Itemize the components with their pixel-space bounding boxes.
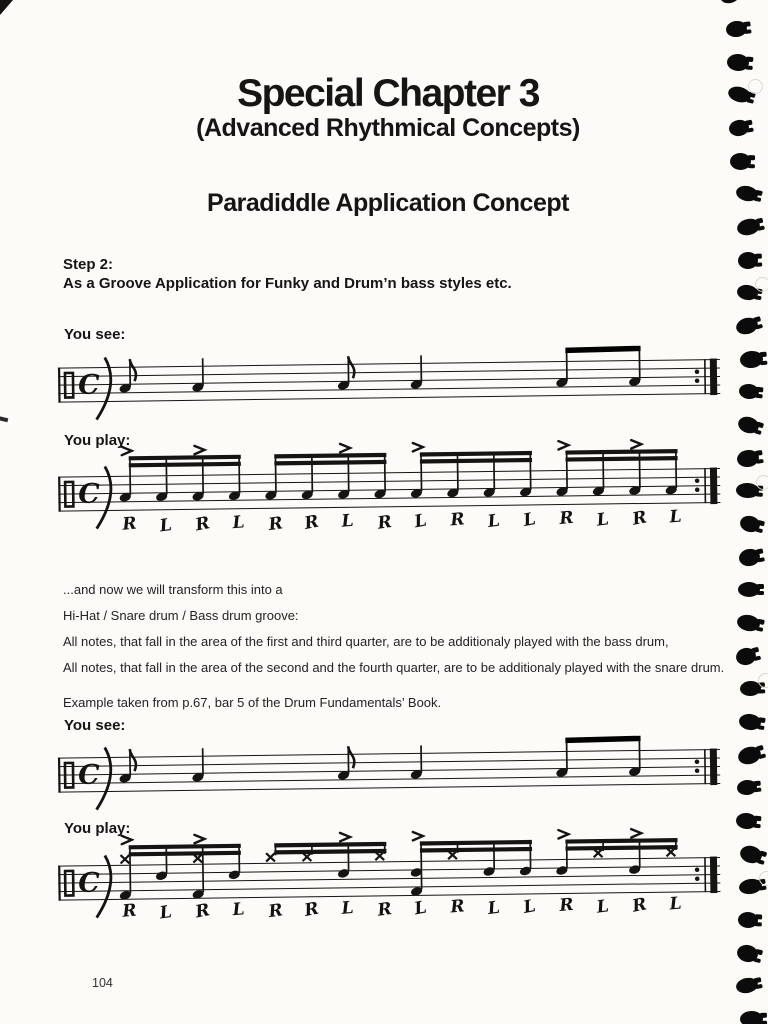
sticking-letter: L [341, 510, 355, 532]
staff-line [58, 766, 720, 775]
beam [566, 456, 678, 462]
binding-hole [735, 217, 761, 238]
notation-you-see-1 [52, 339, 753, 430]
accent-mark [122, 447, 132, 456]
paragraph-line: All notes, that fall in the area of the first and third quarter, are to be additionaly played with the bass drum, [63, 634, 669, 649]
sticking-letter: R [630, 507, 649, 530]
stem [457, 452, 458, 490]
binding-hole [734, 315, 760, 336]
beam [274, 460, 386, 466]
binding-hole [730, 153, 751, 170]
punched-hole-ring [748, 79, 763, 94]
you-see-label-2: You see: [64, 717, 126, 734]
chapter-title: Special Chapter 3 [237, 72, 539, 115]
sticking-letter: L [231, 899, 246, 921]
staff-line [58, 477, 720, 486]
step-label: Step 2: [63, 256, 114, 273]
repeat-barline [710, 467, 717, 504]
stem [494, 452, 495, 490]
repeat-barline [710, 358, 717, 395]
staff-line [58, 866, 720, 875]
beam [129, 455, 241, 461]
step-description: As a Groove Application for Funky and Drum’n bass styles etc. [63, 274, 512, 292]
you-see-label-1: You see: [64, 326, 126, 343]
sticking-letter: R [558, 894, 575, 917]
staff-line [58, 359, 720, 368]
notation-you-play-2 [52, 826, 753, 936]
stem [639, 450, 640, 488]
binding-hole [738, 252, 759, 270]
binding-hole [739, 350, 763, 369]
stem [567, 451, 568, 489]
beam [420, 458, 532, 464]
sticking-letter: L [522, 509, 538, 531]
repeat-dot [695, 759, 700, 764]
stem [166, 456, 167, 494]
stem [312, 454, 313, 492]
staff [52, 729, 733, 820]
scan-corner-mark [0, 0, 13, 15]
binding-hole [736, 414, 761, 435]
notation-you-see-2 [52, 729, 753, 820]
beam [420, 847, 532, 853]
accent-mark [340, 833, 350, 842]
staff-line [58, 758, 720, 767]
staff-line [58, 485, 720, 494]
repeat-dot [695, 876, 700, 881]
staff-line [58, 368, 720, 377]
sticking-letter: L [231, 512, 246, 534]
you-play-label-2: You play: [64, 820, 131, 837]
accent-mark [122, 836, 132, 845]
repeat-dot [695, 487, 700, 492]
beam [565, 838, 677, 844]
paragraph-line: All notes, that fall in the area of the second and the fourth quarter, are to be additionaly played with the snare drum. [63, 660, 725, 675]
sticking-letter: L [158, 514, 174, 537]
notation-you-play-1 [52, 437, 753, 547]
staff-line [58, 775, 720, 784]
repeat-dot [695, 478, 700, 483]
stem [603, 450, 604, 488]
sticking-letter: R [630, 894, 648, 917]
sticking-letter: R [449, 509, 465, 531]
staff-line [58, 385, 720, 394]
accent-mark [558, 830, 568, 839]
punched-hole-ring [759, 871, 768, 886]
stem [130, 457, 131, 495]
sticking-letter: R [302, 898, 321, 921]
time-signature: C [78, 478, 100, 510]
staff-line [58, 857, 720, 866]
sticking-letter: R [267, 513, 284, 536]
sticking-letter: R [558, 507, 575, 530]
beam [274, 842, 386, 848]
accent-mark [631, 440, 641, 449]
stem [385, 453, 386, 491]
beam [129, 462, 241, 468]
binding-hole [736, 613, 762, 633]
stem [421, 453, 422, 491]
binding-hole [736, 779, 757, 796]
beam [129, 851, 241, 857]
stem [275, 455, 276, 493]
binding-hole [718, 0, 742, 6]
punched-hole-ring [756, 475, 768, 490]
sticking-letter: R [266, 900, 284, 923]
repeat-dot [695, 867, 700, 872]
sticking-letter: R [193, 513, 212, 536]
staff-line [58, 393, 720, 402]
stem [348, 454, 349, 492]
beam [274, 453, 386, 459]
repeat-barline [710, 748, 717, 785]
beam [129, 844, 241, 850]
staff-line [58, 783, 720, 792]
sticking-letter: L [486, 510, 502, 533]
repeat-dot [695, 378, 700, 383]
sticking-letter: L [341, 897, 355, 919]
binding-hole [735, 976, 760, 995]
binding-hole [738, 582, 760, 597]
stem [530, 451, 531, 489]
sticking-letter: R [376, 898, 393, 921]
beam [274, 849, 386, 855]
stem [239, 455, 240, 493]
binding-hole [726, 53, 749, 71]
staff-line [58, 468, 720, 477]
time-signature: C [77, 759, 100, 791]
binding-hole [735, 943, 759, 964]
binding-hole [738, 547, 762, 568]
you-play-label-1: You play: [64, 432, 131, 449]
beam [565, 346, 640, 353]
accent-mark [194, 835, 204, 844]
accent-mark [413, 443, 423, 452]
accent-mark [631, 829, 641, 838]
sticking-letter: L [522, 896, 538, 918]
sticking-letter: L [595, 896, 611, 918]
time-signature: C [77, 369, 100, 401]
binding-hole [734, 646, 758, 667]
punched-hole-ring [758, 673, 768, 688]
sticking-letter: L [668, 893, 683, 915]
beam [420, 451, 532, 457]
staff [52, 339, 733, 430]
explanation-paragraph [63, 577, 724, 716]
staff-line [58, 883, 720, 892]
stem [676, 450, 677, 488]
sticking-letter: L [668, 506, 683, 528]
beam [566, 845, 678, 851]
paragraph-line: Hi-Hat / Snare drum / Bass drum groove: [63, 608, 299, 623]
sticking-letter: R [193, 900, 212, 923]
chapter-subtitle: (Advanced Rhythmical Concepts) [196, 114, 580, 142]
paragraph-line: ...and now we will transform this into a [63, 582, 283, 597]
left-edge-mark [0, 416, 8, 423]
sticking-letter: R [376, 511, 393, 534]
page-number: 104 [92, 976, 113, 990]
sticking-letter: L [413, 897, 429, 920]
accent-mark [413, 832, 423, 841]
sticking-letter: L [595, 509, 611, 531]
sticking-letter: L [158, 901, 174, 924]
accent-mark [340, 444, 350, 453]
example-source-note: Example taken from p.67, bar 5 of the Drum Fundamentals’ Book. [63, 695, 442, 710]
sticking-letter: L [413, 510, 429, 533]
beam [420, 840, 532, 846]
sticking-letter: R [449, 896, 465, 918]
sticking-letter: R [302, 511, 321, 534]
punched-hole-ring [755, 277, 768, 292]
binding-hole [740, 1011, 763, 1024]
sticking-letter: R [121, 513, 138, 535]
beam [565, 449, 677, 455]
repeat-barline [710, 856, 717, 893]
repeat-dot [695, 369, 700, 374]
stem [203, 456, 204, 494]
sticking-letter: L [486, 897, 501, 920]
staff-line [58, 749, 720, 758]
binding-hole [725, 20, 748, 38]
time-signature: C [78, 867, 100, 899]
beam [565, 736, 640, 743]
accent-mark [194, 446, 204, 455]
accent-mark [558, 441, 568, 450]
staff-line [58, 376, 720, 385]
step-block [63, 256, 512, 293]
repeat-dot [695, 768, 700, 773]
sticking-letter: R [121, 900, 138, 922]
binding-hole [738, 912, 759, 929]
section-heading: Paradiddle Application Concept [207, 189, 569, 217]
